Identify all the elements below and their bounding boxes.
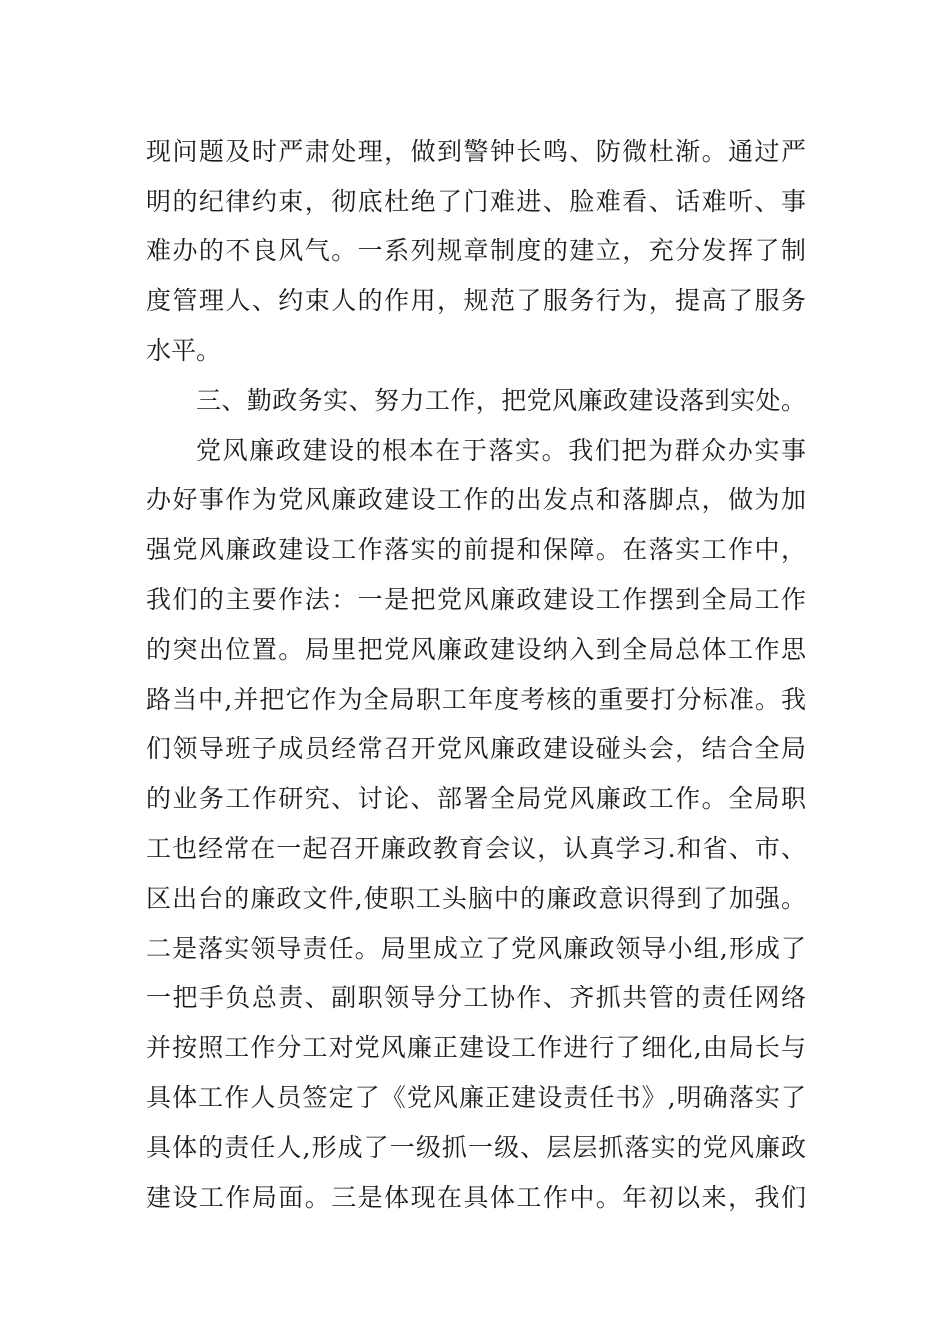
text-line: 党风廉政建设的根本在于落实。我们把为群众办实事	[196, 436, 806, 465]
text-line: 办好事作为党风廉政建设工作的出发点和落脚点，做为加	[146, 485, 806, 514]
text-line: 二是落实领导责任。局里成立了党风廉政领导小组,形成了	[146, 934, 806, 963]
text-line: 区出台的廉政文件,使职工头脑中的廉政意识得到了加强。	[146, 884, 806, 913]
text-line: 一把手负总责、副职领导分工协作、齐抓共管的责任网络	[146, 983, 806, 1012]
text-line: 度管理人、约束人的作用，规范了服务行为，提高了服务	[146, 286, 806, 315]
text-line: 我们的主要作法：一是把党风廉政建设工作摆到全局工作	[146, 585, 806, 614]
text-line: 并按照工作分工对党风廉正建设工作进行了细化,由局长与	[146, 1033, 806, 1062]
section-heading: 三、勤政务实、努力工作，把党风廉政建设落到实处。	[196, 386, 806, 415]
text-line: 现问题及时严肃处理，做到警钟长鸣、防微杜渐。通过严	[146, 137, 806, 166]
text-line: 具体工作人员签定了《党风廉正建设责任书》,明确落实了	[146, 1083, 806, 1112]
text-line: 水平。	[146, 336, 222, 365]
text-line: 明的纪律约束，彻底杜绝了门难进、脸难看、话难听、事	[146, 187, 806, 216]
text-line: 具体的责任人,形成了一级抓一级、层层抓落实的党风廉政	[146, 1133, 806, 1162]
text-line: 的突出位置。局里把党风廉政建设纳入到全局总体工作思	[146, 635, 806, 664]
text-line: 们领导班子成员经常召开党风廉政建设碰头会，结合全局	[146, 734, 806, 763]
text-line: 路当中,并把它作为全局职工年度考核的重要打分标准。我	[146, 685, 806, 714]
text-line: 建设工作局面。三是体现在具体工作中。年初以来，我们	[146, 1183, 806, 1212]
text-line: 强党风廉政建设工作落实的前提和保障。在落实工作中，	[146, 535, 806, 564]
text-line: 难办的不良风气。一系列规章制度的建立，充分发挥了制	[146, 236, 806, 265]
text-line: 的业务工作研究、讨论、部署全局党风廉政工作。全局职	[146, 784, 806, 813]
text-line: 工也经常在一起召开廉政教育会议，认真学习.和省、市、	[146, 834, 806, 863]
